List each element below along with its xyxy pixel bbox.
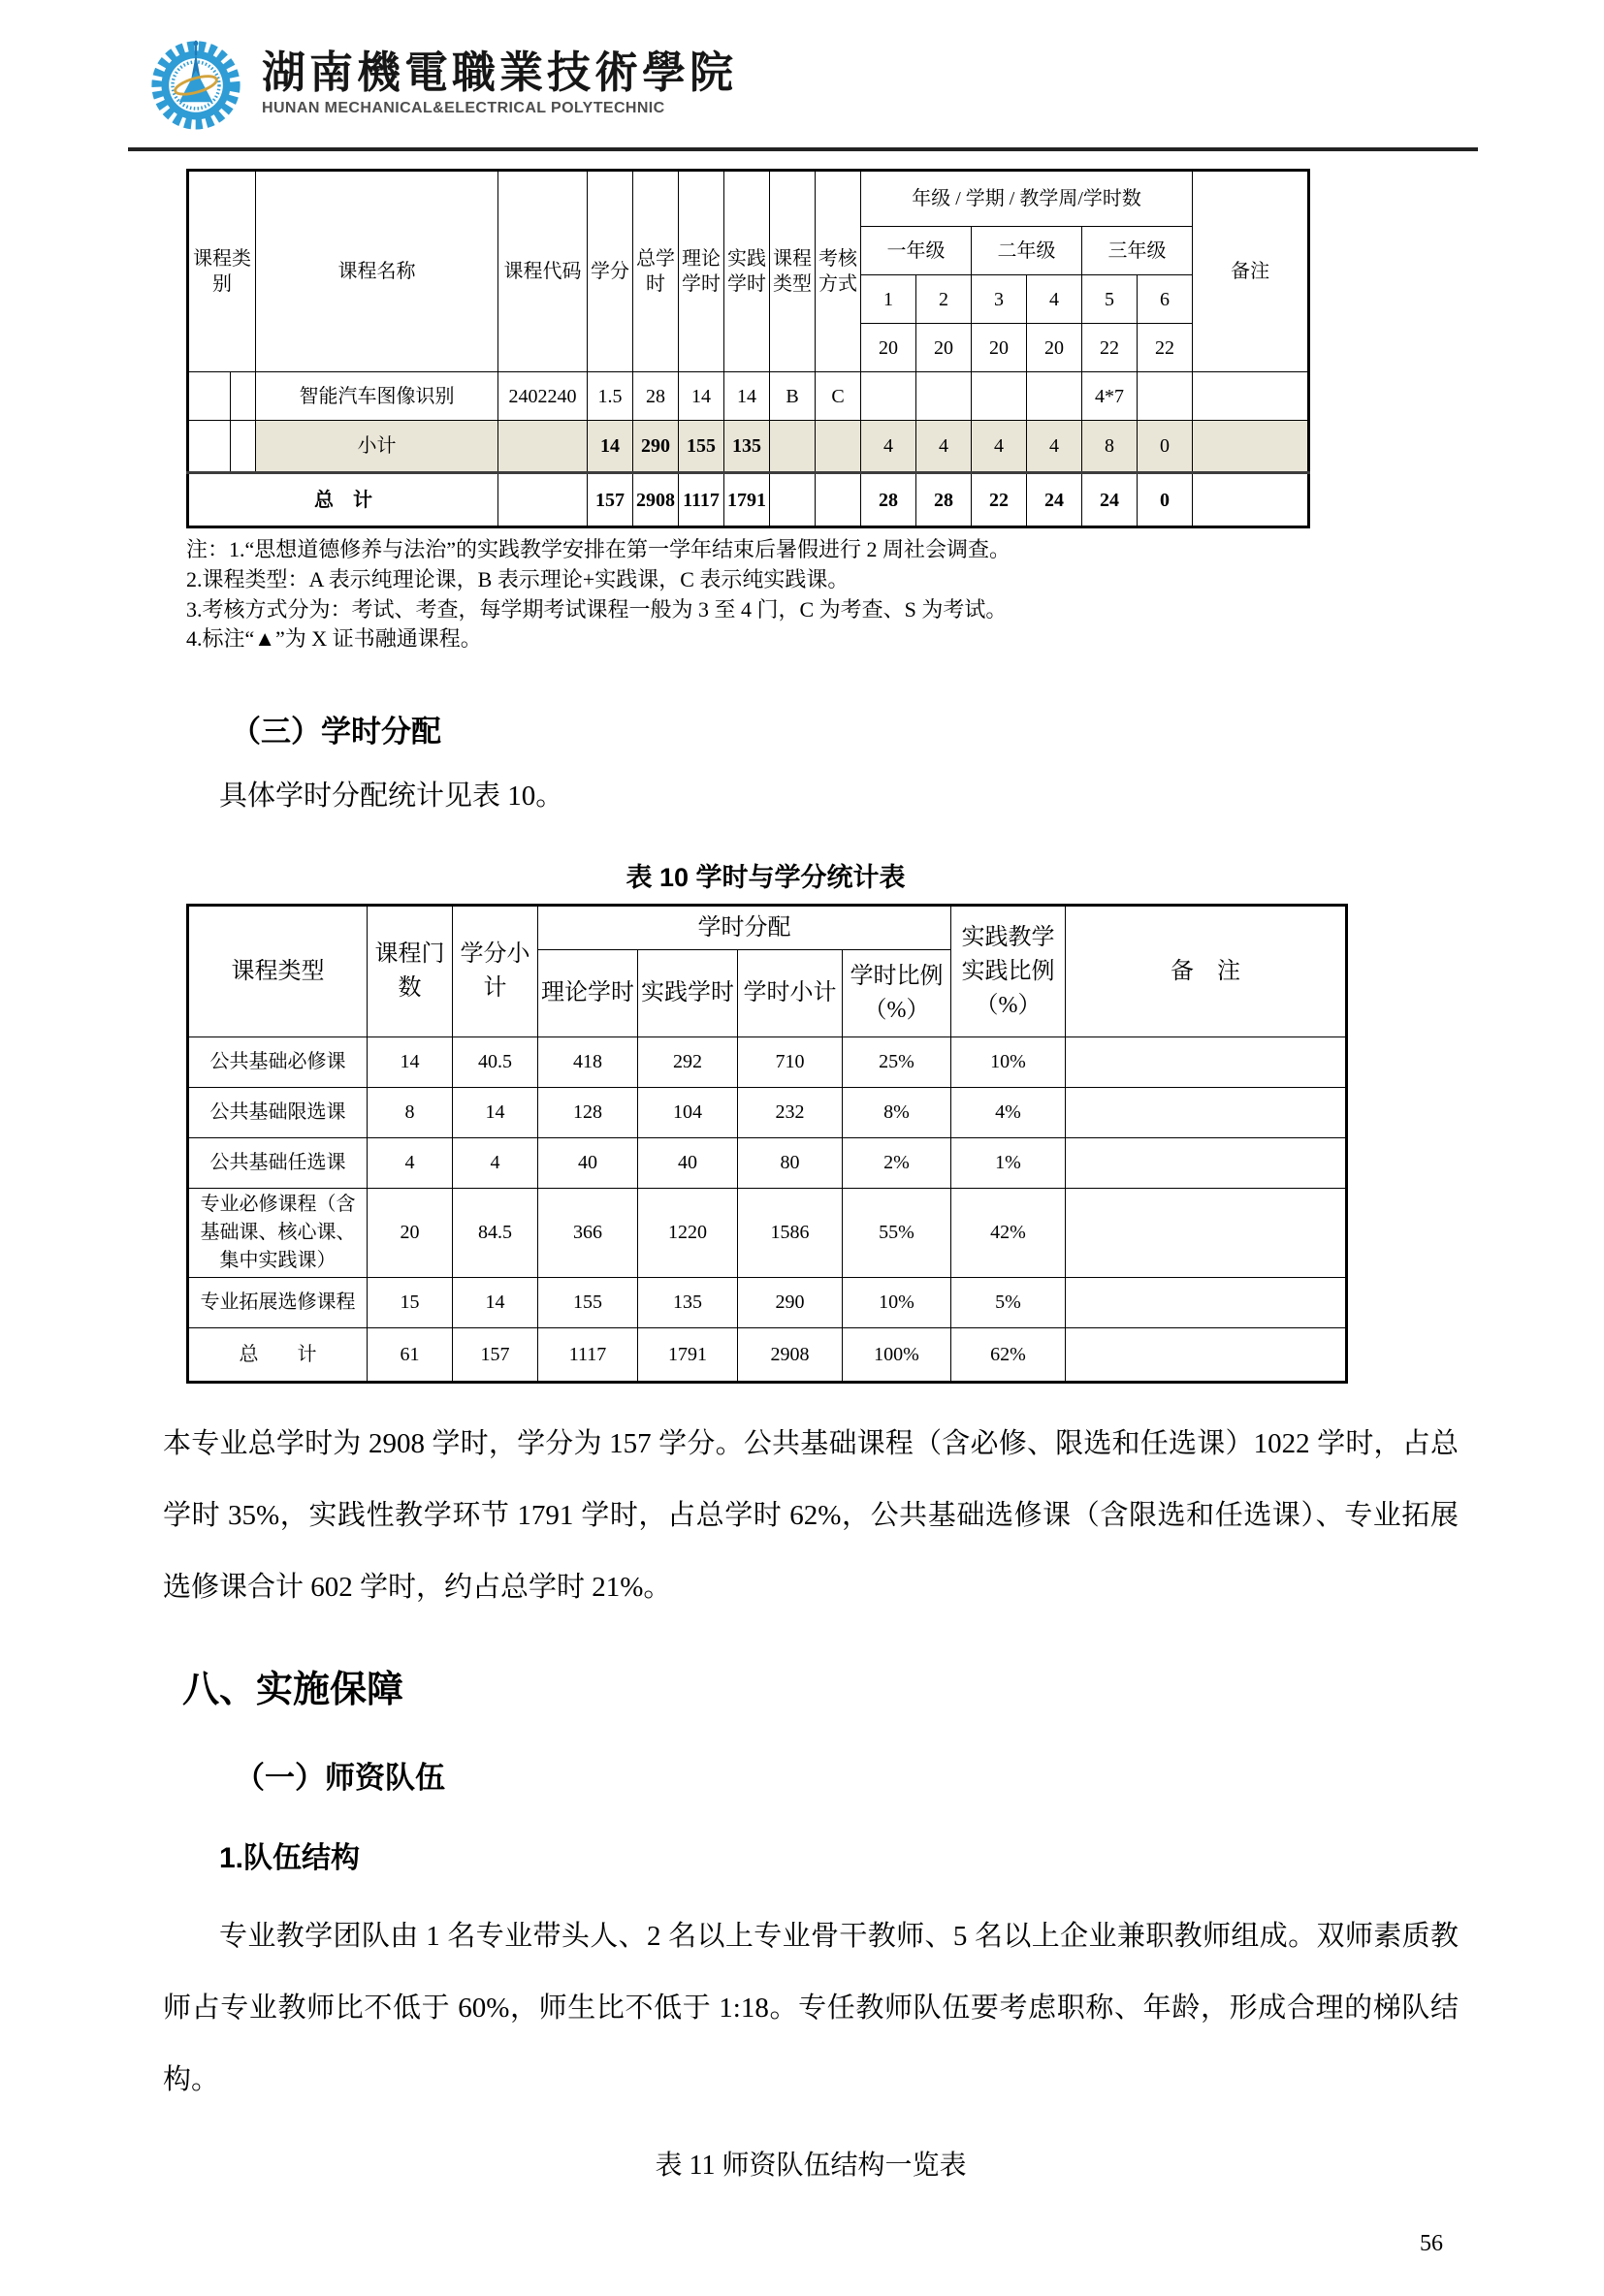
course-name-cell: 智能汽车图像识别 [256, 372, 498, 421]
semester-number: 1 [861, 275, 916, 324]
total-row [188, 1328, 1347, 1383]
teaching-weeks: 20 [972, 324, 1027, 372]
sem-cell [861, 372, 916, 421]
subsubsection-heading-team-structure: 1.队伍结构 [219, 1842, 361, 1874]
practice-ratio-cell: 4% [951, 1088, 1066, 1138]
section-heading-implementation: 八、实施保障 [182, 1670, 404, 1710]
col-header-grade-week-span: 年级 / 学期 / 教学周/学时数 [861, 171, 1193, 227]
course-code-cell [498, 421, 588, 473]
practice-cell: 1791 [638, 1328, 738, 1383]
table-header-row [188, 906, 1347, 950]
col-header-practice-ratio: 实践教学实践比例（%） [951, 906, 1066, 1037]
note-line: 4.标注“▲”为 X 证书融通课程。 [186, 626, 482, 652]
ratio-cell: 55% [843, 1189, 951, 1278]
ratio-cell: 8% [843, 1088, 951, 1138]
sem-cell: 28 [916, 473, 972, 527]
teaching-weeks: 22 [1082, 324, 1138, 372]
theory-cell: 40 [538, 1138, 638, 1189]
sem-cell [916, 372, 972, 421]
col-header-grade3: 三年级 [1082, 227, 1193, 275]
sem-cell: 4 [1027, 421, 1082, 473]
course-type-cell: 公共基础任选课 [188, 1138, 368, 1189]
course-table-block [186, 169, 1459, 654]
practice-hours-cell: 14 [724, 372, 770, 421]
teaching-weeks: 20 [916, 324, 972, 372]
practice-cell: 40 [638, 1138, 738, 1189]
subtotal-cell: 710 [738, 1037, 843, 1088]
col-header-theory-hours: 理论学时 [679, 171, 724, 372]
remark-cell [1193, 372, 1309, 421]
page-header [149, 35, 1459, 132]
col-header-grade1: 一年级 [861, 227, 972, 275]
col-header-credit-subtotal: 学分小计 [453, 906, 538, 1037]
sem-cell: 4*7 [1082, 372, 1138, 421]
remark-cell [1066, 1037, 1347, 1088]
col-header-practice-hours: 实践学时 [638, 950, 738, 1037]
semester-number: 4 [1027, 275, 1082, 324]
remark-cell [1193, 473, 1309, 527]
credits-cell: 1.5 [588, 372, 633, 421]
sem-cell [1027, 372, 1082, 421]
col-header-theory-hours: 理论学时 [538, 950, 638, 1037]
semester-number: 5 [1082, 275, 1138, 324]
ratio-cell: 10% [843, 1278, 951, 1328]
course-code-cell [498, 473, 588, 527]
teaching-weeks: 20 [861, 324, 916, 372]
remark-cell [1066, 1088, 1347, 1138]
teaching-weeks: 22 [1138, 324, 1193, 372]
subsection-heading-faculty: （一）师资队伍 [235, 1761, 445, 1795]
theory-cell: 418 [538, 1037, 638, 1088]
practice-hours-cell: 135 [724, 421, 770, 473]
course-type-cell [770, 473, 816, 527]
credits-cell: 14 [588, 421, 633, 473]
semester-number: 3 [972, 275, 1027, 324]
table10-caption: 表 10 学时与学分统计表 [626, 863, 906, 893]
sem-cell: 22 [972, 473, 1027, 527]
note-line: 注：1.“思想道德修养与法治”的实践教学安排在第一学年结束后暑假进行 2 周社会调查。 [186, 537, 1011, 561]
practice-cell: 292 [638, 1037, 738, 1088]
section-heading-hours: （三）学时分配 [231, 715, 441, 749]
grand-total-label: 总 计 [188, 473, 498, 527]
practice-cell: 135 [638, 1278, 738, 1328]
sem-cell [972, 372, 1027, 421]
course-type-cell: 公共基础限选课 [188, 1088, 368, 1138]
school-logo-icon [149, 35, 242, 132]
course-row [188, 372, 1309, 421]
note-line: 3.考核方式分为：考试、考查，每学期考试课程一般为 3 至 4 门，C 为考查、S 为考试。 [186, 596, 1008, 622]
theory-hours-cell: 1117 [679, 473, 724, 527]
count-cell: 8 [368, 1088, 453, 1138]
practice-ratio-cell: 1% [951, 1138, 1066, 1189]
col-header-course-type: 课程类型 [188, 906, 368, 1037]
credits-cell: 14 [453, 1278, 538, 1328]
theory-hours-cell: 14 [679, 372, 724, 421]
credits-cell: 157 [453, 1328, 538, 1383]
header-divider [128, 147, 1478, 151]
total-hours-cell: 290 [633, 421, 679, 473]
grand-total-row [188, 473, 1309, 527]
hours-stats-table [186, 904, 1348, 1384]
subtotal-cell: 232 [738, 1088, 843, 1138]
col-header-total-hours: 总学时 [633, 171, 679, 372]
summary-paragraph: 本专业总学时为 2908 学时，学分为 157 学分。公共基础课程（含必修、限选和任选课）1022 学时，占总学时 35%，实践性教学环节 1791 学时，占总学时 62%，公共基础选修课（含限选和任选课）、专业拓展选修课合计 602 学时，约占总学时 21%。 [163, 1428, 1459, 1604]
sem-cell: 4 [861, 421, 916, 473]
theory-hours-cell: 155 [679, 421, 724, 473]
table-header-row [188, 171, 1309, 227]
col-header-remark: 备注 [1193, 171, 1309, 372]
table-row [188, 1037, 1347, 1088]
count-cell: 4 [368, 1138, 453, 1189]
col-header-credits: 学分 [588, 171, 633, 372]
semester-number: 6 [1138, 275, 1193, 324]
course-type-cell: 总 计 [188, 1328, 368, 1383]
course-type-cell: 专业必修课程（含基础课、核心课、集中实践课） [188, 1189, 368, 1278]
semester-number: 2 [916, 275, 972, 324]
assessment-cell: C [816, 372, 861, 421]
col-header-hour-distribution: 学时分配 [538, 906, 951, 950]
school-name-block [262, 49, 737, 118]
course-type-cell: 专业拓展选修课程 [188, 1278, 368, 1328]
ratio-cell: 2% [843, 1138, 951, 1189]
ratio-cell: 25% [843, 1037, 951, 1088]
credits-cell: 40.5 [453, 1037, 538, 1088]
course-schedule-table [186, 169, 1310, 528]
table11-caption: 表 11 师资队伍结构一览表 [655, 2150, 967, 2181]
course-type-cell [770, 421, 816, 473]
assessment-cell [816, 473, 861, 527]
school-name-en: HUNAN MECHANICAL&ELECTRICAL POLYTECHNIC [262, 100, 665, 117]
subtotal-cell: 80 [738, 1138, 843, 1189]
faculty-paragraph: 专业教学团队由 1 名专业带头人、2 名以上专业骨干教师、5 名以上企业兼职教师组成。双师素质教师占专业教师比不低于 60%，师生比不低于 1:18。专任教师队伍要考虑职称、年龄，形成合理的梯队结构。 [163, 1921, 1459, 2095]
course-type-cell: B [770, 372, 816, 421]
assessment-cell [816, 421, 861, 473]
col-header-remark: 备 注 [1066, 906, 1347, 1037]
subtotal-cell: 1586 [738, 1189, 843, 1278]
practice-ratio-cell: 10% [951, 1037, 1066, 1088]
col-header-hour-ratio: 学时比例（%） [843, 950, 951, 1037]
credits-cell: 14 [453, 1088, 538, 1138]
credits-cell: 4 [453, 1138, 538, 1189]
theory-cell: 1117 [538, 1328, 638, 1383]
table-notes [186, 535, 1459, 654]
page-number: 56 [1420, 2230, 1443, 2256]
count-cell: 14 [368, 1037, 453, 1088]
remark-cell [1066, 1138, 1347, 1189]
remark-cell [1066, 1278, 1347, 1328]
table-row [188, 1189, 1347, 1278]
col-header-course-type: 课程类型 [770, 171, 816, 372]
col-header-grade2: 二年级 [972, 227, 1082, 275]
col-header-course-count: 课程门数 [368, 906, 453, 1037]
sem-cell: 28 [861, 473, 916, 527]
total-hours-cell: 28 [633, 372, 679, 421]
theory-cell: 366 [538, 1189, 638, 1278]
teaching-weeks: 20 [1027, 324, 1082, 372]
subtotal-cell: 290 [738, 1278, 843, 1328]
school-name-zh: 湖南機電職業技術學院 [262, 48, 738, 97]
sem-cell: 24 [1027, 473, 1082, 527]
remark-cell [1066, 1328, 1347, 1383]
count-cell: 15 [368, 1278, 453, 1328]
course-type-cell: 公共基础必修课 [188, 1037, 368, 1088]
remark-cell [1066, 1189, 1347, 1278]
count-cell: 61 [368, 1328, 453, 1383]
sem-cell: 24 [1082, 473, 1138, 527]
subtotal-row [188, 421, 1309, 473]
credits-cell: 84.5 [453, 1189, 538, 1278]
col-header-assessment: 考核方式 [816, 171, 861, 372]
note-line: 2.课程类型：A 表示纯理论课，B 表示理论+实践课，C 表示纯实践课。 [186, 566, 850, 591]
col-header-practice-hours: 实践学时 [724, 171, 770, 372]
table-row [188, 1138, 1347, 1189]
practice-ratio-cell: 62% [951, 1328, 1066, 1383]
section-intro-text: 具体学时分配统计见表 10。 [219, 781, 564, 813]
theory-cell: 128 [538, 1088, 638, 1138]
sem-cell: 8 [1082, 421, 1138, 473]
sem-cell: 0 [1138, 473, 1193, 527]
count-cell: 20 [368, 1189, 453, 1278]
ratio-cell: 100% [843, 1328, 951, 1383]
course-code-cell: 2402240 [498, 372, 588, 421]
practice-cell: 104 [638, 1088, 738, 1138]
practice-ratio-cell: 42% [951, 1189, 1066, 1278]
theory-cell: 155 [538, 1278, 638, 1328]
sem-cell: 4 [916, 421, 972, 473]
col-header-category: 课程类别 [188, 171, 256, 372]
category-cell [188, 372, 256, 421]
sem-cell [1138, 372, 1193, 421]
credits-cell: 157 [588, 473, 633, 527]
col-header-hour-subtotal: 学时小计 [738, 950, 843, 1037]
sem-cell: 4 [972, 421, 1027, 473]
remark-cell [1193, 421, 1309, 473]
table-row [188, 1088, 1347, 1138]
subtotal-cell: 2908 [738, 1328, 843, 1383]
category-cell [188, 421, 256, 473]
practice-hours-cell: 1791 [724, 473, 770, 527]
col-header-course-code: 课程代码 [498, 171, 588, 372]
subtotal-label: 小计 [256, 421, 498, 473]
total-hours-cell: 2908 [633, 473, 679, 527]
practice-ratio-cell: 5% [951, 1278, 1066, 1328]
sem-cell: 0 [1138, 421, 1193, 473]
practice-cell: 1220 [638, 1189, 738, 1278]
col-header-course-name: 课程名称 [256, 171, 498, 372]
stats-table-block [186, 856, 1459, 1384]
table-row [188, 1278, 1347, 1328]
